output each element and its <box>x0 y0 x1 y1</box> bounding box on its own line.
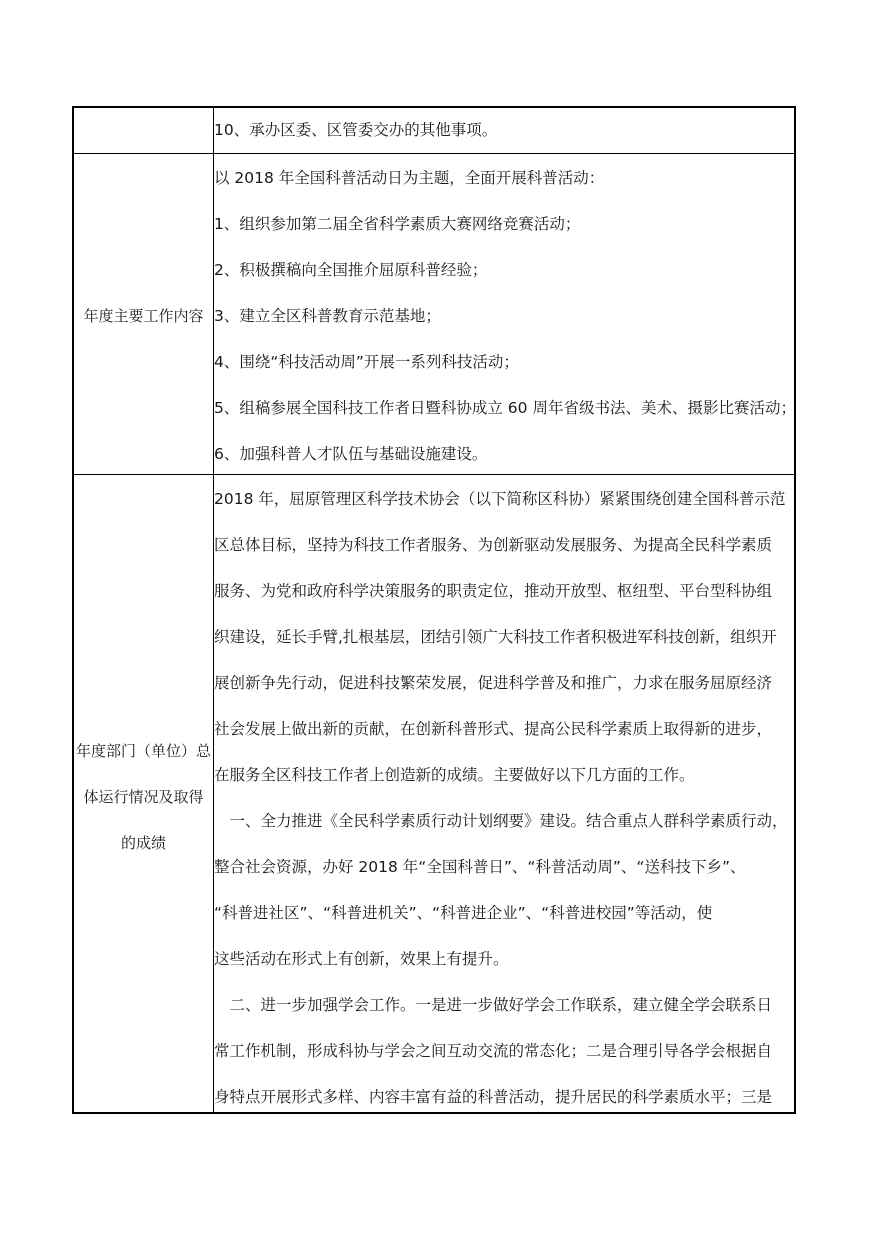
row3-label-line: 年度部门（单位）总 <box>75 742 211 760</box>
row2-line: 3、建立全区科普教育示范基地； <box>214 307 441 325</box>
row-divider <box>74 474 794 475</box>
row3-line: 二、进一步加强学会工作。一是进一步做好学会工作联系，建立健全学会联系日 <box>214 996 773 1014</box>
row3-line: 展创新争先行动，促进科技繁荣发展，促进科学普及和推广，力求在服务屈原经济 <box>214 674 773 692</box>
row2-line: 2、积极撰稿向全国推介屈原科普经验； <box>214 261 488 279</box>
row3-line: 区总体目标，坚持为科技工作者服务、为创新驱动发展服务、为提高全民科学素质 <box>214 536 773 554</box>
row3-line: 这些活动在形式上有创新，效果上有提升。 <box>214 950 509 968</box>
row3-label-line: 的成绩 <box>120 834 166 852</box>
row2-line: 4、围绕“科技活动周”开展一系列科技活动； <box>214 353 519 371</box>
row3-line: 在服务全区科技工作者上创造新的成绩。主要做好以下几方面的工作。 <box>214 766 695 784</box>
row2-line: 以 2018 年全国科普活动日为主题，全面开展科普活动： <box>214 169 605 187</box>
row3-line: 一、全力推进《全民科学素质行动计划纲要》建设。结合重点人群科学素质行动， <box>214 812 788 830</box>
row3-line: 服务、为党和政府科学决策服务的职责定位，推动开放型、枢纽型、平台型科协组 <box>214 582 773 600</box>
row2-label: 年度主要工作内容 <box>83 307 204 325</box>
row-divider <box>74 153 794 154</box>
row3-line: 织建设，延长手臂,扎根基层，团结引领广大科技工作者积极进军科技创新，组织开 <box>214 628 777 646</box>
row3-line: 常工作机制，形成科协与学会之间互动交流的常态化；二是合理引导各学会根据自 <box>214 1042 773 1060</box>
row3-line: 2018 年，屈原管理区科学技术协会（以下简称区科协）紧紧围绕创建全国科普示范 <box>214 490 786 508</box>
row3-label-line: 体运行情况及取得 <box>83 788 204 806</box>
row1-line: 10、承办区委、区管委交办的其他事项。 <box>214 121 498 139</box>
row2-line: 5、组稿参展全国科技工作者日暨科协成立 60 周年省级书法、美术、摄影比赛活动； <box>214 399 796 417</box>
row2-line: 1、组织参加第二届全省科学素质大赛网络竞赛活动； <box>214 215 581 233</box>
row3-line: “科普进社区”、“科普进机关”、“科普进企业”、“科普进校园”等活动，使 <box>214 904 713 922</box>
info-table <box>72 106 796 1114</box>
row3-line: 整合社会资源，办好 2018 年“全国科普日”、“科普活动周”、“送科技下乡”、 <box>214 858 746 876</box>
row3-line: 身特点开展形式多样、内容丰富有益的科普活动，提升居民的科学素质水平；三是 <box>214 1088 773 1106</box>
row2-line: 6、加强科普人才队伍与基础设施建设。 <box>214 445 488 463</box>
row3-line: 社会发展上做出新的贡献，在创新科普形式、提高公民科学素质上取得新的进步， <box>214 720 773 738</box>
